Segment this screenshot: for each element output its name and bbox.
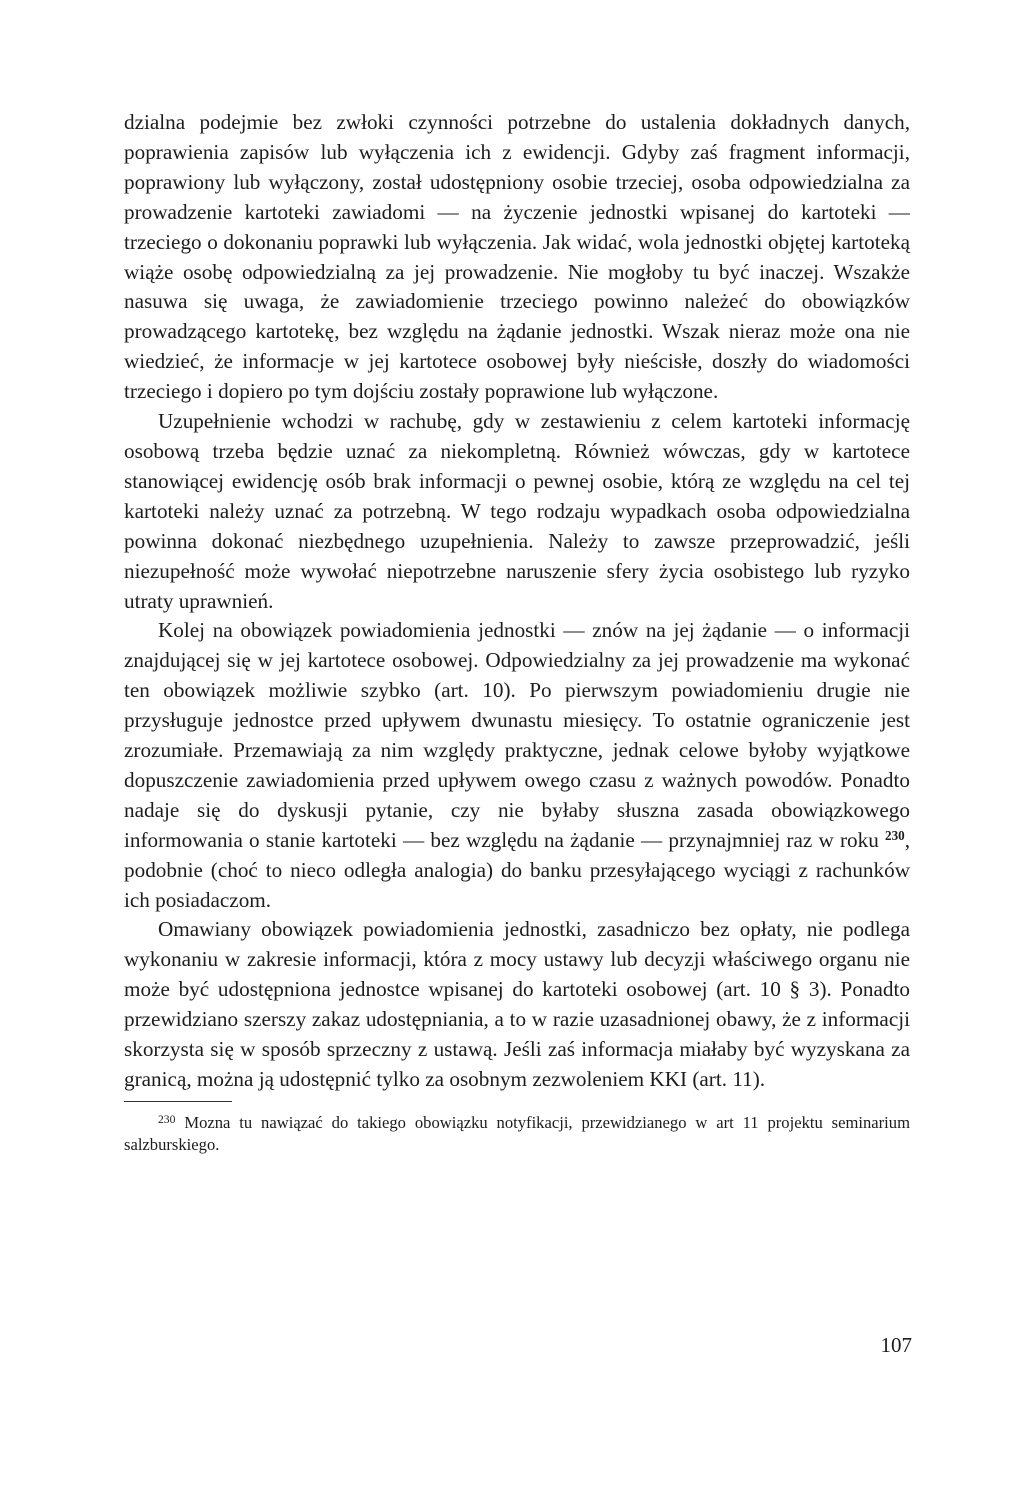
paragraph-3-text: Kolej na obowiązek powiadomienia jednostki — znów na jej żądanie — o informacji znajdującej się w jej kartotece osobowej. Odpowiedzialny za jej prowadzenie ma wykonać ten obowiązek możliwie szybko (art. 10). Po pierwszym powiadomieniu drugie nie przysługuje jednostce przed upływem dwunastu miesięcy. To ostatnie ograniczenie jest zrozumiałe. Przemawiają za nim względy praktyczne, jednak celowe byłoby wyjątkowe dopuszczenie zawiadomienia przed upływem owego czasu z ważnych powodów. Ponadto nadaje się do dyskusji pytanie, czy nie byłaby słuszna zasada obowiązkowego informowania o stanie kartoteki — bez względu na żądanie — przynajmniej raz w roku — [124, 618, 910, 852]
paragraph-3 — [124, 616, 910, 915]
footnote — [124, 1112, 910, 1156]
footnote-divider — [124, 1101, 232, 1102]
footnote-text: Mozna tu nawiązać do takiego obowiązku notyfikacji, przewidzianego w art 11 projektu seminarium salzburskiego. — [124, 1112, 910, 1154]
footnote-mark: 230 — [158, 1112, 176, 1126]
page-body — [124, 108, 910, 1156]
footnote-reference[interactable]: 230 — [885, 827, 905, 843]
paragraph-3-text-after: , podobnie (choć to nieco odległa analogia) do banku przesyłającego wyciągi z rachunków ich posiadaczom. — [124, 827, 910, 912]
page-number: 107 — [880, 1333, 912, 1357]
paragraph-2: Uzupełnienie wchodzi w rachubę, gdy w zestawieniu z celem kartoteki informację osobową trzeba będzie uznać za niekompletną. Również wówczas, gdy w kartotece stanowiącej ewidencję osób brak informacji o pewnej osobie, którą ze względu na cel tej kartoteki należy uznać za potrzebną. W tego rodzaju wypadkach osoba odpowiedzialna powinna dokonać niezbędnego uzupełnienia. Należy to zawsze przeprowadzić, jeśli niezupełność może wywołać niepotrzebne naruszenie sfery życia osobistego lub ryzyko utraty uprawnień. — [124, 409, 910, 613]
paragraph-1: dzialna podejmie bez zwłoki czynności potrzebne do ustalenia dokładnych danych, poprawienia zapisów lub wyłączenia ich z ewidencji. Gdyby zaś fragment informacji, poprawiony lub wyłączony, został udostępniony osobie trzeciej, osoba odpowiedzialna za prowadzenie kartoteki zawiadomi — na życzenie jednostki wpisanej do kartoteki — trzeciego o dokonaniu poprawki lub wyłączenia. Jak widać, wola jednostki objętej kartoteką wiąże osobę odpowiedzialną za jej prowadzenie. Nie mogłoby tu być inaczej. Wszakże nasuwa się uwaga, że zawiadomienie trzeciego powinno należeć do obowiązków prowadzącego kartotekę, bez względu na żądanie jednostki. Wszak nieraz może ona nie wiedzieć, że informacje w jej kartotece osobowej były nieścisłe, doszły do wiadomości trzeciego i dopiero po tym dojściu zostały poprawione lub wyłączone. — [124, 110, 910, 404]
paragraph-4: Omawiany obowiązek powiadomienia jednostki, zasadniczo bez opłaty, nie podlega wykonaniu w zakresie informacji, która z mocy ustawy lub decyzji właściwego organu nie może być udostępniona jednostce wpisanej do kartoteki osobowej (art. 10 § 3). Ponadto przewidziano szerszy zakaz udostępniania, a to w razie uzasadnionej obawy, że z informacji skorzysta się w sposób sprzeczny z ustawą. Jeśli zaś informacja miałaby być wyzyskana za granicą, można ją udostępnić tylko za osobnym zezwoleniem KKI (art. 11). — [124, 917, 910, 1091]
